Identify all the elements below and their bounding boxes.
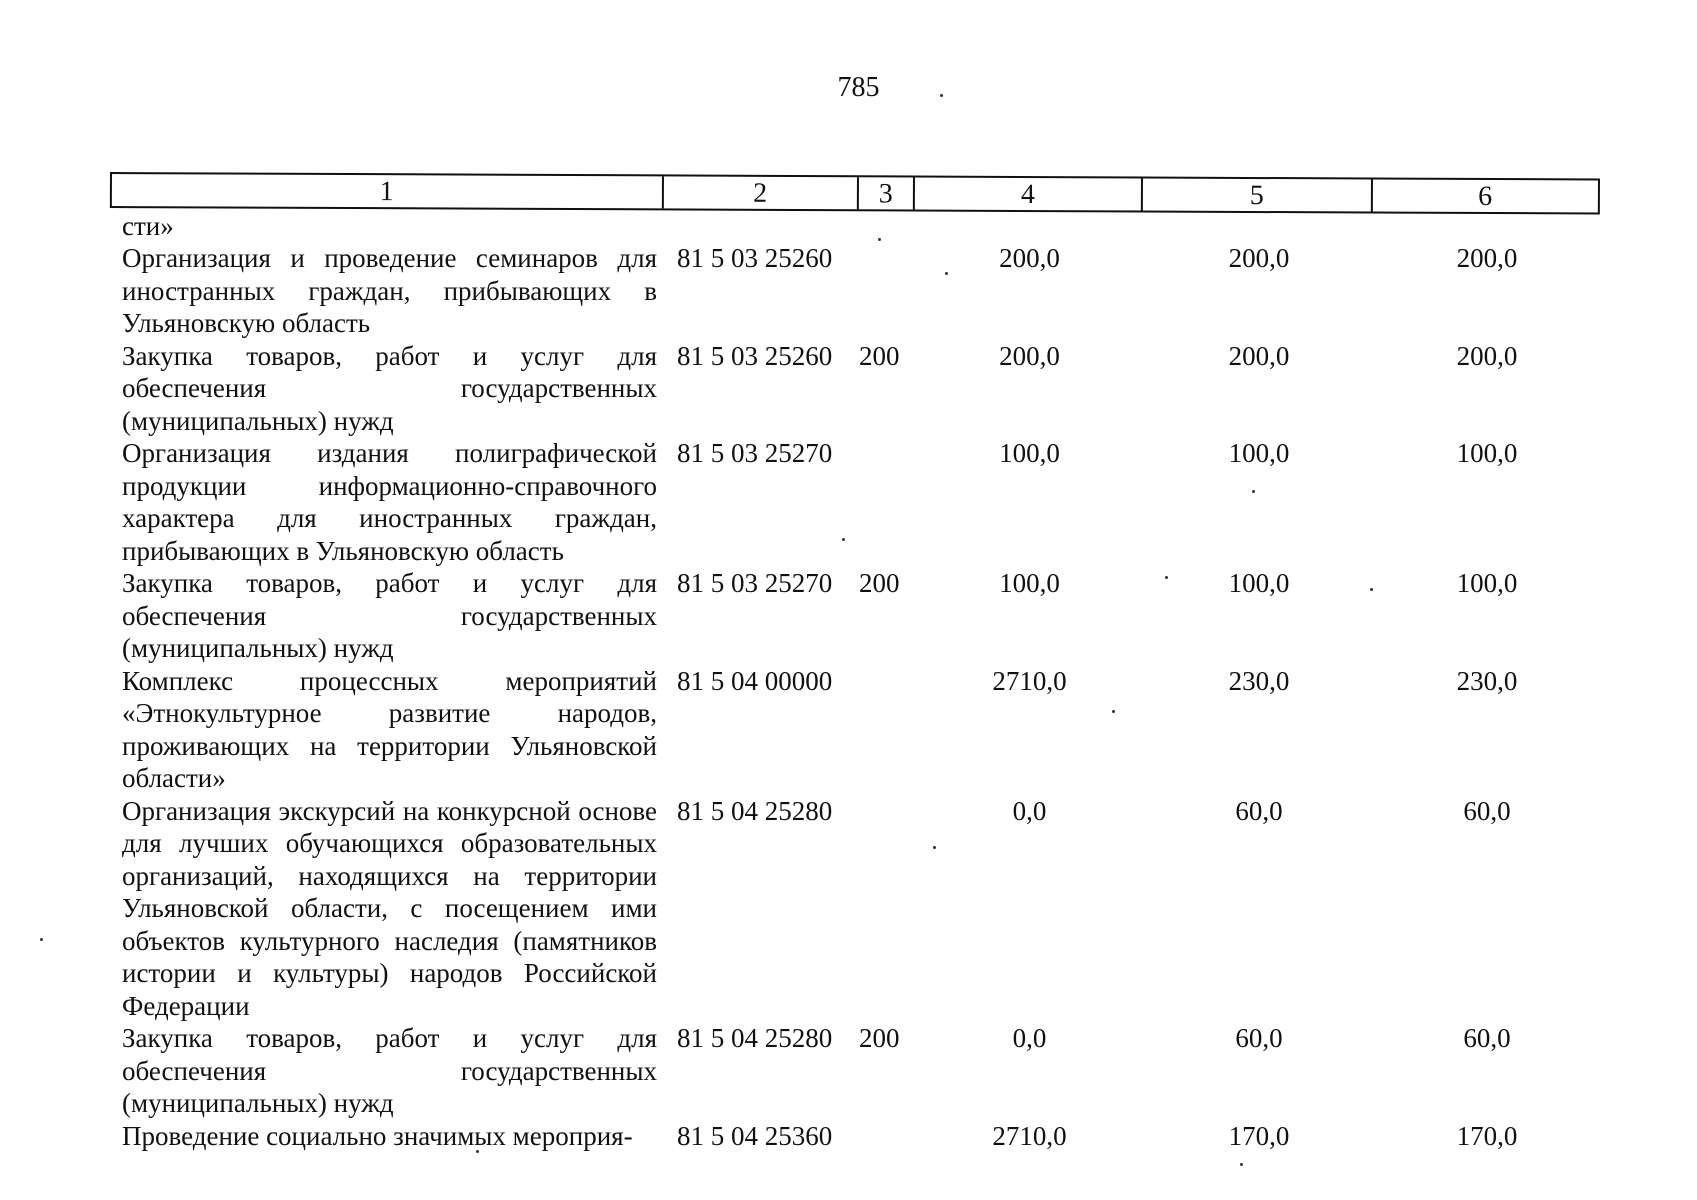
row-value-4: 2710,0 [992,1120,1067,1151]
row-value-5: 200,0 [1228,340,1290,371]
row-vr [859,242,915,340]
table-row [110,340,1600,438]
row-value-5: 100,0 [1228,568,1290,598]
table-row [110,1022,1600,1120]
header-col-5: 5 [1143,179,1373,212]
row-value-6: 60,0 [1463,795,1511,826]
row-name: Проведение социально значимых мероприя- [122,1120,633,1151]
table-row [110,665,1600,795]
row-name: Комплекс процессных мероприятий «Этнокультурное развитие народов, проживающих на территории Ульяновской области» [122,665,657,793]
table-row [110,1120,1600,1153]
row-value-6: 200,0 [1456,340,1518,371]
row-vr [859,665,915,795]
row-value-5: 60,0 [1235,1023,1283,1053]
row-vr: 200 [859,1023,900,1053]
row-name: Закупка товаров, работ и услуг для обеспечения государственных (муниципальных) нужд [122,568,657,663]
row-name: Организация экскурсий на конкурсной основе для лучших обучающихся образовательных организаций, находящихся на территории Ульяновской области, с посещением ими объектов культурного наследия (памятников истории и культуры) народов Российской Федерации [122,795,657,1021]
scan-speck [842,538,845,541]
scan-speck [476,1150,479,1153]
row-value-4: 100,0 [999,438,1060,468]
row-code: 81 5 04 25280 [677,1023,833,1053]
row-value-4: 0,0 [1012,1023,1047,1053]
table-header [110,172,1600,215]
row-vr [859,1120,915,1153]
row-value-5: 60,0 [1235,795,1283,826]
row-code: 81 5 03 25270 [677,568,833,598]
scan-speck [1240,1163,1243,1166]
row-code: 81 5 04 25280 [677,795,833,826]
scan-speck [1252,490,1255,493]
header-col-4: 4 [915,178,1144,211]
header-col-6: 6 [1478,180,1493,213]
table-row [110,567,1600,665]
row-value-5: 170,0 [1228,1120,1290,1151]
header-col-2: 2 [663,176,859,209]
row-code: 81 5 03 25260 [677,340,833,371]
scan-speck [933,846,936,849]
row-code: 81 5 04 00000 [677,665,833,696]
scan-speck [940,94,943,97]
row-value-5: 230,0 [1228,665,1290,696]
row-vr: 200 [859,568,900,598]
row-vr: 200 [859,340,900,371]
row-value-4: 2710,0 [992,665,1067,696]
row-name: Организация издания полиграфической продукции информационно-справочного характера для иностранных граждан, прибывающих в Ульяновскую область [122,438,657,566]
row-value-4: 100,0 [999,568,1060,598]
row-value-6: 230,0 [1456,665,1518,696]
row-name: Организация и проведение семинаров для иностранных граждан, прибывающих в Ульяновскую область [122,243,657,338]
row-value-6: 170,0 [1456,1120,1518,1151]
row-value-5: 100,0 [1228,438,1290,468]
budget-table [110,172,1600,1152]
table-row [110,437,1600,567]
row-value-6: 200,0 [1456,243,1518,273]
continuation-text: сти» [122,211,174,241]
row-value-6: 100,0 [1456,438,1518,468]
page-number: 785 [837,72,880,103]
scan-speck [1370,588,1373,591]
row-code: 81 5 03 25260 [677,243,833,273]
row-value-4: 200,0 [999,340,1060,371]
scan-speck [878,238,881,241]
row-value-5: 200,0 [1228,243,1290,273]
row-vr [859,795,915,1023]
table-row [110,242,1600,340]
row-name: Закупка товаров, работ и услуг для обеспечения государственных (муниципальных) нужд [122,1023,657,1118]
row-vr [859,437,915,567]
row-name: Закупка товаров, работ и услуг для обеспечения государственных (муниципальных) нужд [122,340,657,436]
row-code: 81 5 04 25360 [677,1120,833,1151]
row-value-4: 200,0 [999,243,1060,273]
scan-speck [1112,710,1115,713]
header-col-3: 3 [859,177,915,209]
header-col-1: 1 [112,174,664,208]
row-value-6: 100,0 [1456,568,1518,598]
scan-speck [40,938,43,941]
scan-speck [1165,576,1168,579]
table-body [110,242,1600,1152]
row-code: 81 5 03 25270 [677,438,833,468]
table-row [110,795,1600,1023]
row-value-6: 60,0 [1463,1023,1511,1053]
scan-speck [945,272,948,275]
row-value-4: 0,0 [1012,795,1047,826]
